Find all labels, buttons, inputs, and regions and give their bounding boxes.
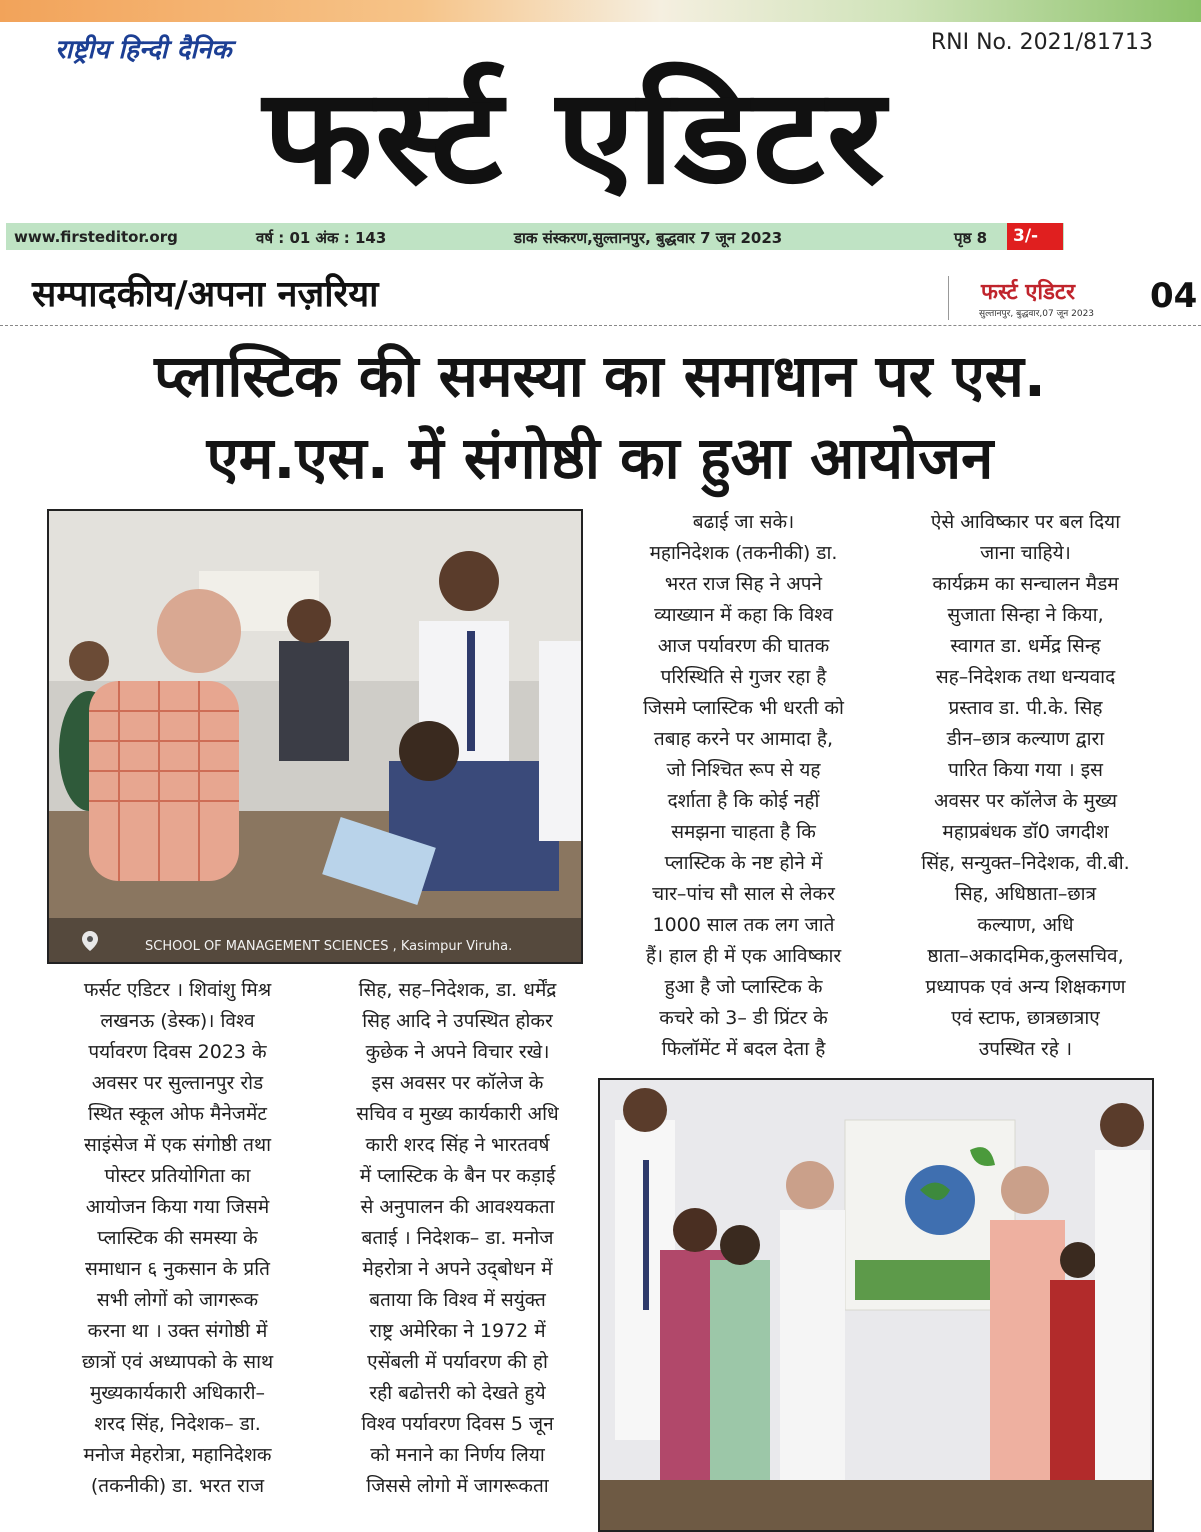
newspaper-masthead: फर्स्ट एडिटर [262,60,888,214]
classroom-photo-image [49,511,581,962]
year-issue: वर्ष : 01 अंक : 143 [256,229,387,247]
section-date: सुल्तानपुर, बुद्धवार,07 जून 2023 [979,309,1095,319]
edition-date: डाक संस्करण,सुल्तानपुर, बुद्धवार 7 जून 2023 [514,229,783,247]
article-column-4: ऐसे आविष्कार पर बल दिया जाना चाहिये। कार्यक्रम का सन्चालन मैडम सुजाता सिन्हा ने किया, स्वागत डा. धर्मेद्र सिन्ह सह–निदेशक तथा धन्यवाद प्रस्ताव डा. पी.के. सिह डीन–छात्र कल्याण द्वारा पारित किया गया । इस अवसर पर कॉलेज के मुख्य महाप्रबंधक डॉ0 जगदीश सिंह, सन्युक्त–निदेशक, वी.बी. सिह, अधिष्ठाता–छात्र कल्याण, अधि ष्ठाता–अकादमिक,कुलसचिव, प्रध्यापक एवं अन्य शिक्षकगण एवं स्टाफ, छात्रछात्राए उपस्थित रहे । [921,511,1130,1060]
article-column-2: सिह, सह–निदेशक, डा. धर्मेंद्र सिह आदि ने उपस्थित होकर कुछेक ने अपने विचार रखे। इस अवसर पर कॉलेज के सचिव व मुख्य कार्यकारी अधि कारी शरद सिंह ने भारतवर्ष में प्लास्टिक के बैन पर कड़ाई से अनुपालन की आवश्यकता बताई । निदेशक– डा. मनोज मेहरोत्रा ने अपने उद्‌बोधन में बताया कि विश्व में सयुंक्त राष्ट्र अमेरिका ने 1972 में एसेंबली में पर्यावरण की हो रही बढोत्तरी को देखते हुये विश्व पर्यावरण दिवस 5 जून को मनाने का निर्णय लिया जिससे लोगो में जागरूकता [356,979,559,1497]
section-divider [0,325,1201,326]
rni-number: RNI No. 2021/81713 [930,30,1153,55]
price-badge: 3/- [1007,223,1063,250]
location-pin-icon [79,930,101,952]
top-color-band [0,0,1201,22]
website-link[interactable]: www.firsteditor.org [14,228,178,246]
section-title: सम्पादकीय/अपना नज़रिया [32,274,379,315]
photo-caption: SCHOOL OF MANAGEMENT SCIENCES , Kasimpur Viruha. [145,939,513,954]
section-brand: फर्स्ट एडिटर [981,280,1075,305]
photo-group-poster [598,1078,1154,1532]
section-brand-box [948,276,1139,320]
photo-caption-bar [49,918,581,962]
headline-line-2: एम.एस. में संगोष्ठी का हुआ आयोजन [206,424,994,492]
group-photo-image [600,1080,1152,1530]
article-column-3: बढाई जा सके। महानिदेशक (तकनीकी) डा. भरत राज सिह ने अपने व्याख्यान में कहा कि विश्व आज पर्यावरण की घातक परिस्थिति से गुजर रहा है जिसमे प्लास्टिक भी धरती को तबाह करने पर आमादा है, जो निश्चित रूप से यह दर्शाता है कि कोई नहीं समझना चाहता है कि प्लास्टिक के नष्ट होने में चार–पांच सौ साल से लेकर 1000 साल तक लग जाते हैं। हाल ही में एक आविष्कार हुआ है जो प्लास्टिक के कचरे को 3– डी प्रिंटर के फिलॉमेंट में बदल देता है [643,511,844,1060]
article-column-1: फर्सट एडिटर । शिवांशु मिश्र लखनऊ (डेस्क)। विश्व पर्यावरण दिवस 2023 के अवसर पर सुल्तानपुर रोड स्थित स्कूल ओफ मैनेजमेंट साइंसेज में एक संगोष्ठी तथा पोस्टर प्रतियोगिता का आयोजन किया गया जिसमे प्लास्टिक की समस्या के समाधान ६ नुकसान के प्रति सभी लोगों को जागरूक करना था । उक्त संगोष्ठी में छात्रों एवं अध्यापको के साथ मुख्यकार्यकारी अधिकारी– शरद सिंह, निदेशक– डा. मनोज मेहरोत्रा, महानिदेशक (तकनीकी) डा. भरत राज [81,979,274,1497]
newspaper-tagline: राष्ट्रीय हिन्दी दैनिक [55,35,232,65]
page-count: पृष्ठ 8 [954,229,988,247]
page-number: 04 [1150,276,1198,316]
photo-seminar-classroom [47,509,583,964]
headline-line-1: प्लास्टिक की समस्या का समाधान पर एस. [154,342,1046,410]
info-bar [6,223,1064,250]
